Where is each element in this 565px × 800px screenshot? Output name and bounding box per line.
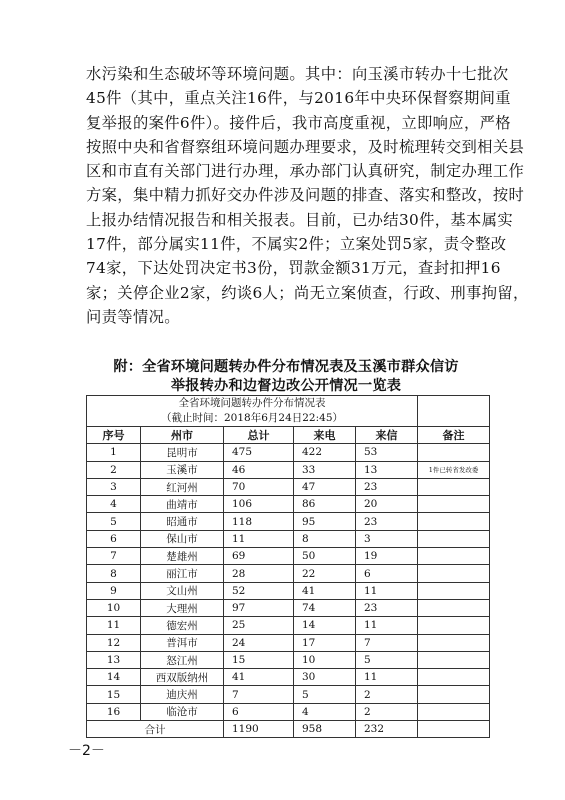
total-note (418, 721, 490, 738)
row-index: 5 (87, 513, 141, 530)
total-label: 合计 (87, 721, 224, 738)
row-total: 25 (224, 617, 294, 634)
header-letter: 来信 (356, 427, 418, 444)
paragraph-line: 家；关停企业2家，约谈6人；尚无立案侦查，行政、刑事拘留， (86, 283, 529, 302)
row-city: 普洱市 (141, 634, 224, 651)
row-phone: 86 (294, 496, 356, 513)
table-title: 全省环境问题转办件分布情况表 (178, 397, 326, 409)
row-total: 7 (224, 686, 294, 703)
row-note (418, 669, 490, 686)
row-index: 2 (87, 461, 141, 478)
row-note (418, 565, 490, 582)
row-phone: 33 (294, 461, 356, 478)
row-total: 52 (224, 582, 294, 599)
header-note: 备注 (418, 427, 490, 444)
row-city: 大理州 (141, 599, 224, 616)
paragraph-line: 74家，下达处罚决定书3份，罚款金额31万元，查封扣押16 (86, 259, 501, 278)
caption-line: 举报转办和边督边改公开情况一览表 (170, 378, 402, 394)
row-letter: 23 (356, 513, 418, 530)
row-total: 24 (224, 634, 294, 651)
table-row (87, 530, 490, 547)
row-city: 曲靖市 (141, 496, 224, 513)
row-city: 红河州 (141, 478, 224, 495)
row-note (418, 686, 490, 703)
row-note (418, 496, 490, 513)
body-paragraph (86, 62, 529, 329)
row-letter: 7 (356, 634, 418, 651)
row-city: 西双版纳州 (141, 669, 224, 686)
table-row (87, 669, 490, 686)
table-row (87, 496, 490, 513)
row-total: 28 (224, 565, 294, 582)
row-city: 丽江市 (141, 565, 224, 582)
row-city: 文山州 (141, 582, 224, 599)
table-row (87, 461, 490, 478)
header-city: 州市 (141, 427, 224, 444)
table-row (87, 651, 490, 668)
row-phone: 74 (294, 599, 356, 616)
page-number: －2－ (68, 743, 105, 759)
paragraph-line: 45件（其中，重点关注16件，与2016年中央环保督察期间重 (86, 89, 511, 108)
row-index: 14 (87, 669, 141, 686)
row-city: 怒江州 (141, 651, 224, 668)
row-index: 13 (87, 651, 141, 668)
row-note (418, 617, 490, 634)
row-note (418, 478, 490, 495)
row-letter: 2 (356, 703, 418, 720)
table-row (87, 617, 490, 634)
table-row (87, 444, 490, 461)
paragraph-line: 区和市直有关部门进行办理，承办部门认真研究，制定办理工作 (86, 162, 525, 181)
table-cutoff-time: （截止时间：2018年6月24日22:45） (160, 412, 344, 424)
table-row (87, 478, 490, 495)
row-index: 1 (87, 444, 141, 461)
header-phone: 来电 (294, 427, 356, 444)
row-phone: 5 (294, 686, 356, 703)
table-row (87, 599, 490, 616)
row-city: 昭通市 (141, 513, 224, 530)
table-caption (86, 358, 486, 396)
row-index: 8 (87, 565, 141, 582)
row-total: 69 (224, 548, 294, 565)
distribution-table (86, 395, 490, 738)
paragraph-line: 问责等情况。 (86, 307, 180, 326)
row-city: 迪庆州 (141, 686, 224, 703)
row-total: 46 (224, 461, 294, 478)
table-title-blank (418, 396, 490, 427)
row-note (418, 582, 490, 599)
row-index: 6 (87, 530, 141, 547)
row-letter: 20 (356, 496, 418, 513)
row-letter: 3 (356, 530, 418, 547)
row-note: 1件已转省发改委 (418, 461, 490, 478)
row-letter: 13 (356, 461, 418, 478)
row-city: 玉溪市 (141, 461, 224, 478)
header-index: 序号 (87, 427, 141, 444)
paragraph-line: 17件，部分属实11件，不属实2件；立案处罚5家，责令整改 (86, 235, 507, 254)
row-total: 97 (224, 599, 294, 616)
paragraph-line: 方案，集中精力抓好交办件涉及问题的排查、落实和整改，按时 (86, 186, 525, 205)
row-note (418, 444, 490, 461)
row-letter: 6 (356, 565, 418, 582)
paragraph-line: 水污染和生态破坏等环境问题。其中：向玉溪市转办十七批次 (86, 65, 509, 83)
row-index: 12 (87, 634, 141, 651)
table-row (87, 513, 490, 530)
row-total: 6 (224, 703, 294, 720)
row-total: 15 (224, 651, 294, 668)
row-phone: 47 (294, 478, 356, 495)
row-total: 118 (224, 513, 294, 530)
paragraph-line: 按照中央和省督察组环境问题办理要求，及时梳理转交到相关县 (86, 137, 525, 156)
row-note (418, 651, 490, 668)
total-phone: 958 (294, 721, 356, 738)
row-note (418, 513, 490, 530)
row-index: 11 (87, 617, 141, 634)
row-index: 10 (87, 599, 141, 616)
row-city: 临沧市 (141, 703, 224, 720)
row-index: 4 (87, 496, 141, 513)
table-row (87, 582, 490, 599)
table-row (87, 703, 490, 720)
row-letter: 2 (356, 686, 418, 703)
row-city: 楚雄州 (141, 548, 224, 565)
row-index: 16 (87, 703, 141, 720)
table-body (87, 444, 490, 721)
total-letter: 232 (356, 721, 418, 738)
row-phone: 30 (294, 669, 356, 686)
total-sum: 1190 (224, 721, 294, 738)
row-note (418, 530, 490, 547)
row-index: 15 (87, 686, 141, 703)
row-letter: 23 (356, 478, 418, 495)
table-row (87, 548, 490, 565)
row-note (418, 703, 490, 720)
row-phone: 17 (294, 634, 356, 651)
row-phone: 41 (294, 582, 356, 599)
row-total: 106 (224, 496, 294, 513)
row-phone: 8 (294, 530, 356, 547)
row-total: 41 (224, 669, 294, 686)
row-phone: 14 (294, 617, 356, 634)
row-letter: 11 (356, 582, 418, 599)
row-phone: 95 (294, 513, 356, 530)
row-index: 7 (87, 548, 141, 565)
row-phone: 10 (294, 651, 356, 668)
table-row (87, 634, 490, 651)
row-city: 保山市 (141, 530, 224, 547)
row-index: 3 (87, 478, 141, 495)
table-title-block (87, 396, 418, 427)
row-note (418, 599, 490, 616)
header-total: 总计 (224, 427, 294, 444)
table-row (87, 686, 490, 703)
row-phone: 50 (294, 548, 356, 565)
row-letter: 11 (356, 617, 418, 634)
row-phone: 4 (294, 703, 356, 720)
row-index: 9 (87, 582, 141, 599)
table-header-row (87, 427, 490, 444)
row-letter: 23 (356, 599, 418, 616)
row-letter: 11 (356, 669, 418, 686)
row-note (418, 548, 490, 565)
table-row (87, 565, 490, 582)
row-total: 11 (224, 530, 294, 547)
table-total-row (87, 721, 490, 738)
row-phone: 22 (294, 565, 356, 582)
row-city: 德宏州 (141, 617, 224, 634)
row-city: 昆明市 (141, 444, 224, 461)
row-total: 475 (224, 444, 294, 461)
paragraph-line: 复举报的案件6件）。接件后，我市高度重视，立即响应，严格 (86, 113, 511, 132)
paragraph-line: 上报办结情况报告和相关报表。目前，已办结30件，基本属实 (86, 210, 513, 229)
caption-line: 附：全省环境问题转办件分布情况表及玉溪市群众信访 (113, 359, 459, 375)
row-letter: 19 (356, 548, 418, 565)
row-note (418, 634, 490, 651)
row-letter: 53 (356, 444, 418, 461)
row-phone: 422 (294, 444, 356, 461)
row-total: 70 (224, 478, 294, 495)
row-letter: 5 (356, 651, 418, 668)
